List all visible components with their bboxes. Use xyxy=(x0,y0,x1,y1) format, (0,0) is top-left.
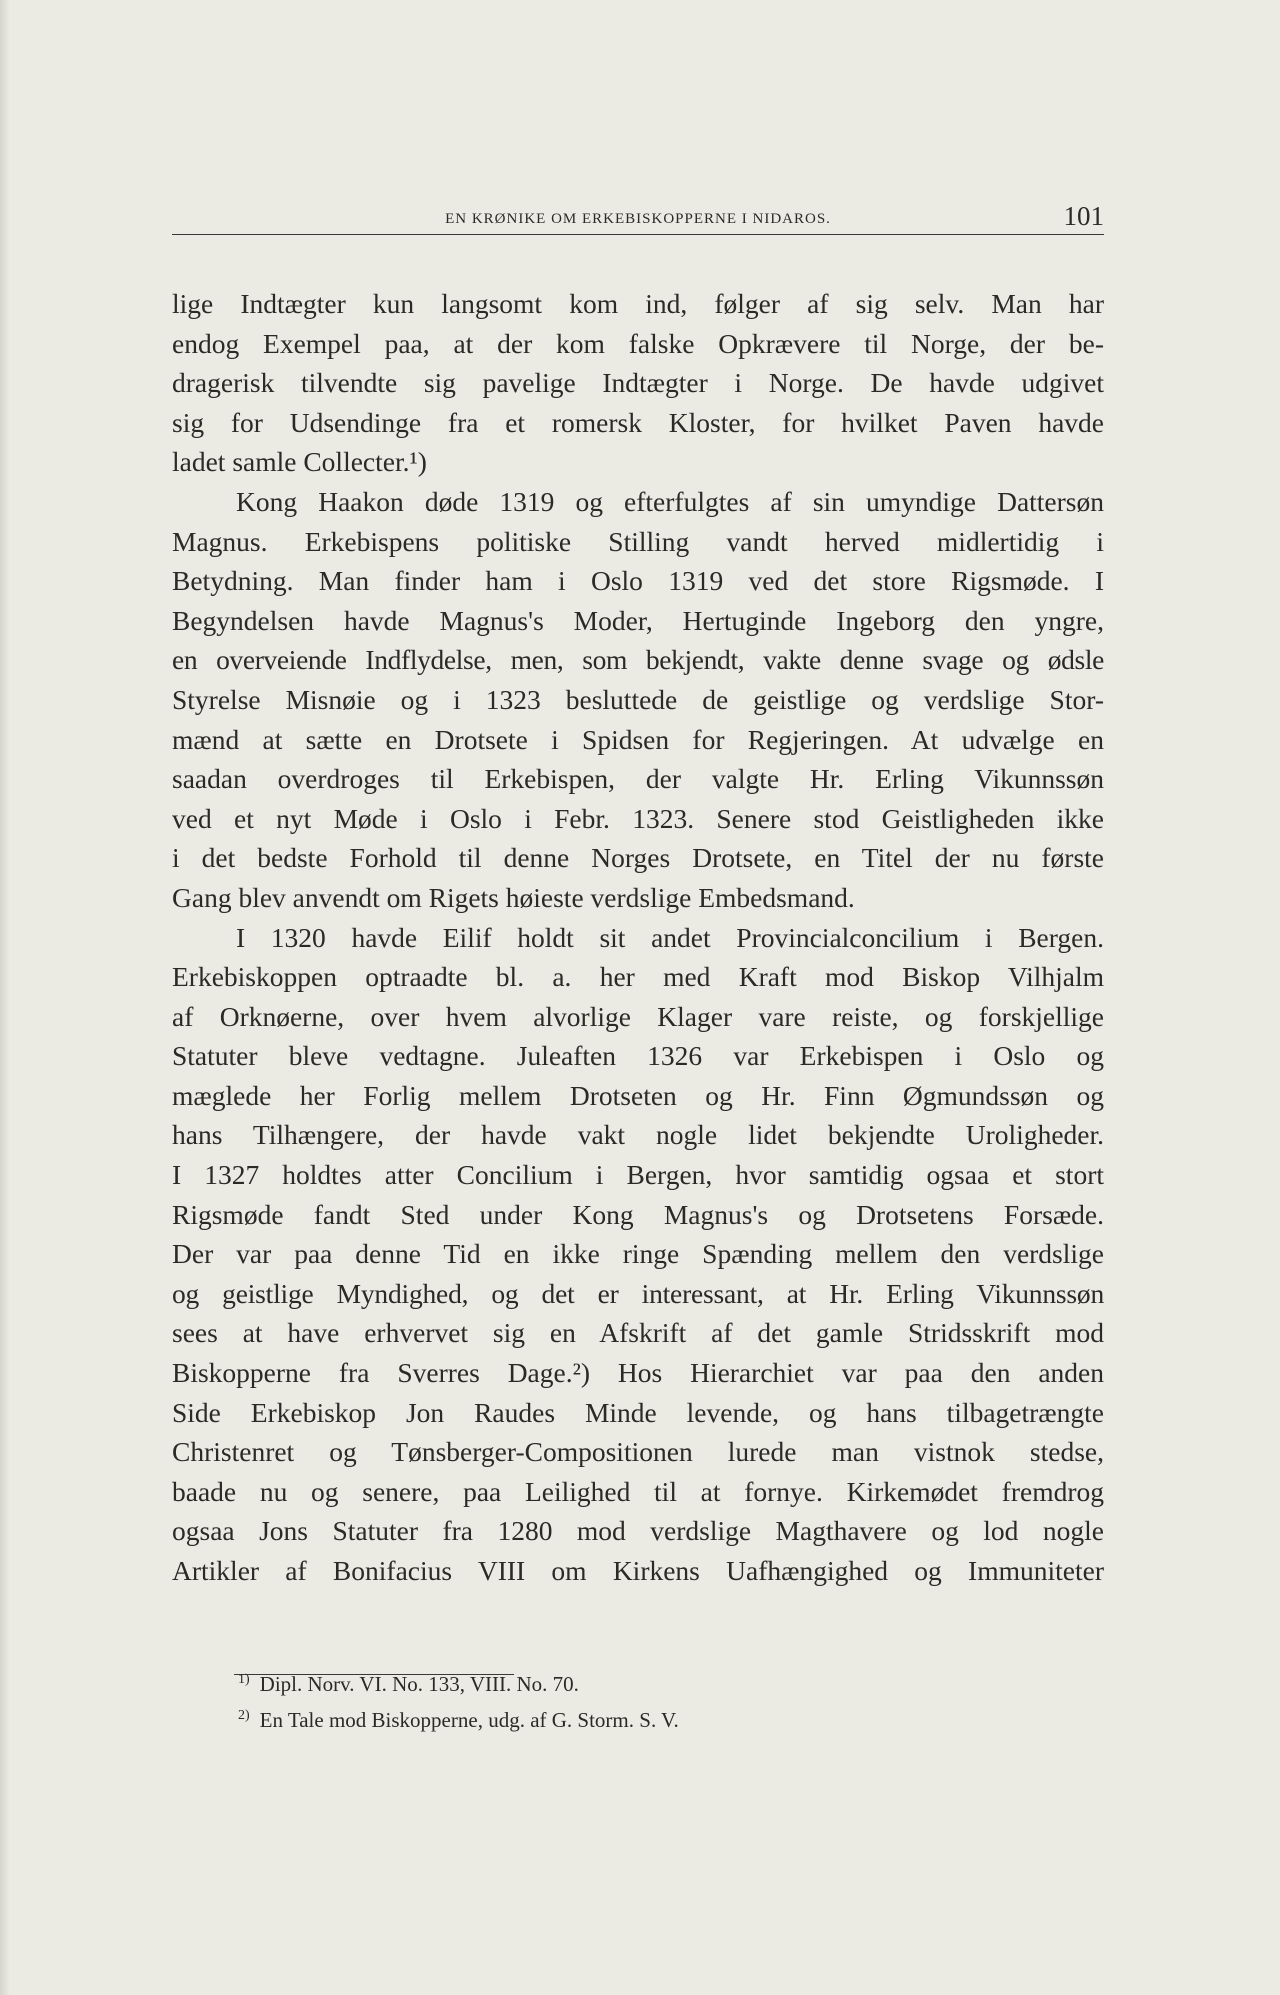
text-line: sees at have erhvervet sig en Afskrift af det gamle Stridsskrift mod xyxy=(172,1317,1104,1349)
text-line: Biskopperne fra Sverres Dage.²) Hos Hierarchiet var paa den anden xyxy=(172,1357,1104,1389)
text-line: Side Erkebiskop Jon Raudes Minde levende, og hans tilbagetrængte xyxy=(172,1396,1104,1428)
text-line: ladet samle Collecter.¹) xyxy=(172,446,427,478)
text-line: Rigsmøde fandt Sted under Kong Magnus's og Drotsetens Forsæde. xyxy=(172,1198,1104,1230)
footnote xyxy=(238,1664,938,1700)
text-line: Magnus. Erkebispens politiske Stilling vandt herved midlertidig i xyxy=(172,525,1104,557)
text-line: af Orknøerne, over hvem alvorlige Klager vare reiste, og forskjellige xyxy=(172,1000,1104,1032)
text-line: endog Exempel paa, at der kom falske Opkrævere til Norge, der be- xyxy=(172,327,1104,359)
body-text xyxy=(172,284,1104,1591)
text-line: Christenret og Tønsberger-Compositionen lurede man vistnok stedse, xyxy=(172,1436,1104,1468)
text-line: sig for Udsendinge fra et romersk Kloster, for hvilket Paven havde xyxy=(172,406,1104,438)
text-line: ogsaa Jons Statuter fra 1280 mod verdslige Magthavere og lod nogle xyxy=(172,1515,1104,1547)
text-line: og geistlige Myndighed, og det er interessant, at Hr. Erling Vikunnssøn xyxy=(172,1277,1104,1309)
text-line: Styrelse Misnøie og i 1323 besluttede de geistlige og verdslige Stor- xyxy=(172,683,1104,715)
text-line: mæglede her Forlig mellem Drotseten og Hr. Finn Øgmundssøn og xyxy=(172,1079,1104,1111)
text-line: en overveiende Indflydelse, men, som bekjendt, vakte denne svage og ødsle xyxy=(172,644,1104,676)
footnote-marker: 1) xyxy=(238,1672,250,1687)
header-rule xyxy=(172,234,1104,235)
text-line: Kong Haakon døde 1319 og efterfulgtes af sin umyndige Dattersøn xyxy=(236,485,1104,517)
text-line: I 1327 holdtes atter Concilium i Bergen, hvor samtidig ogsaa et stort xyxy=(172,1159,1104,1191)
text-line: Gang blev anvendt om Rigets høieste verdslige Embedsmand. xyxy=(172,881,855,913)
footnotes xyxy=(238,1664,938,1736)
running-title: EN KRØNIKE OM ERKEBISKOPPERNE I NIDAROS. xyxy=(445,211,831,227)
binding-edge xyxy=(0,0,10,1995)
text-line: Artikler af Bonifacius VIII om Kirkens Uafhængighed og Immuniteter xyxy=(172,1555,1104,1586)
text-line: lige Indtægter kun langsomt kom ind, følger af sig selv. Man har xyxy=(172,288,1104,319)
text-line: Begyndelsen havde Magnus's Moder, Hertuginde Ingeborg den yngre, xyxy=(172,604,1104,636)
text-line: baade nu og senere, paa Leilighed til at fornye. Kirkemødet fremdrog xyxy=(172,1475,1104,1507)
text-line: dragerisk tilvendte sig pavelige Indtægter i Norge. De havde udgivet xyxy=(172,367,1104,399)
footnote-marker: 2) xyxy=(238,1708,250,1723)
text-line: mænd at sætte en Drotsete i Spidsen for Regjeringen. At udvælge en xyxy=(172,723,1104,755)
book-page xyxy=(172,0,1104,1995)
text-line: Betydning. Man finder ham i Oslo 1319 ved det store Rigsmøde. I xyxy=(172,565,1104,597)
text-line: Der var paa denne Tid en ikke ringe Spænding mellem den verdslige xyxy=(172,1238,1104,1270)
text-line: I 1320 havde Eilif holdt sit andet Provincialconcilium i Bergen. xyxy=(236,921,1104,953)
text-line: Erkebiskoppen optraadte bl. a. her med Kraft mod Biskop Vilhjalm xyxy=(172,961,1104,993)
footnote-text: Dipl. Norv. VI. No. 133, VIII. No. 70. xyxy=(259,1672,579,1696)
running-head xyxy=(172,196,1104,236)
text-line: ved et nyt Møde i Oslo i Febr. 1323. Senere stod Geistligheden ikke xyxy=(172,802,1104,834)
text-line: hans Tilhængere, der havde vakt nogle lidet bekjendte Uroligheder. xyxy=(172,1119,1104,1151)
text-line: i det bedste Forhold til denne Norges Drotsete, en Titel der nu første xyxy=(172,842,1104,874)
page-number: 101 xyxy=(1063,201,1104,231)
text-line: saadan overdroges til Erkebispen, der valgte Hr. Erling Vikunnssøn xyxy=(172,763,1104,795)
text-line: Statuter bleve vedtagne. Juleaften 1326 var Erkebispen i Oslo og xyxy=(172,1040,1104,1072)
footnote xyxy=(238,1700,938,1736)
footnote-text: En Tale mod Biskopperne, udg. af G. Storm. S. V. xyxy=(259,1708,679,1732)
